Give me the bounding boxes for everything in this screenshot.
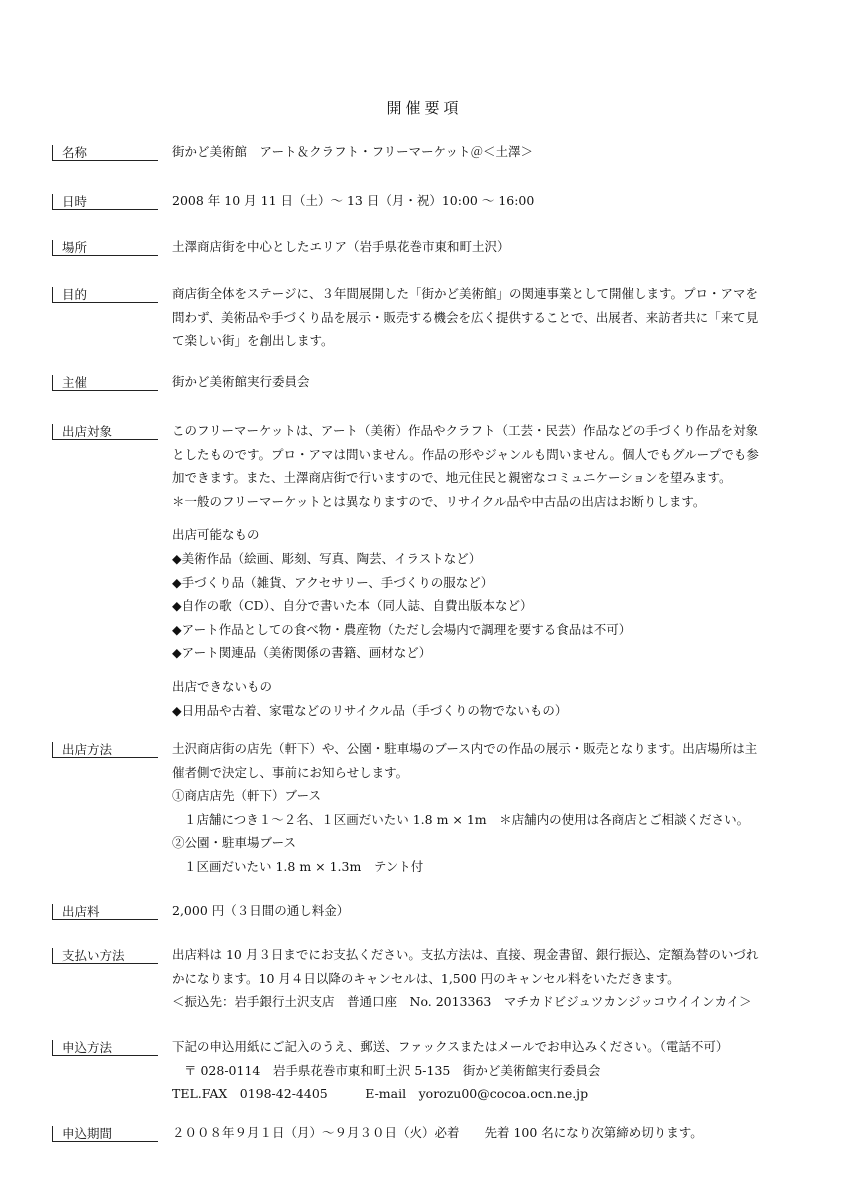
method-line: 土沢商店街の店先（軒下）や、公園・駐車場のブース内での作品の展示・販売となります。出店場所は主 [172, 741, 758, 756]
purpose-line: 商店街全体をステージに、３年間展開した「街かど美術館」の関連事業として開催します。プロ・アマを [172, 286, 759, 301]
possible-item: ◆美術作品（絵画、彫刻、写真、陶芸、イラストなど） [172, 550, 482, 566]
datetime-text: 2008 年 10 月 11 日（土）～ 13 日（月・祝）10:00 ～ 16:00 [172, 193, 535, 208]
label-target: 出店対象 [52, 424, 158, 440]
place-text: 土澤商店街を中心としたエリア（岩手県花巻市東和町土沢） [172, 239, 510, 254]
method-line: 催者側で決定し、事前にお知らせします。 [172, 764, 409, 780]
contact-info: TEL.FAX 0198-42-4405 E-mail yorozu00@cocoa.ocn.ne.jp [172, 1086, 589, 1102]
application-period-text: ２００８年９月１日（月）～９月３０日（火）必着 先着 100 名になり次第締め切ります。 [172, 1125, 703, 1140]
target-line: としたものです。プロ・アマは問いません。作品の形やジャンルも問いません。個人でもグループでも参 [172, 446, 759, 462]
possible-item: ◆アート作品としての食べ物・農産物（ただし会場内で調理を要する食品は不可） [172, 621, 632, 637]
label-application-method: 申込方法 [52, 1040, 158, 1056]
payment-account: ＜振込先：岩手銀行土沢支店 普通口座 No. 2013363 マチカドビジュツカンジッコウイインカイ＞ [172, 994, 752, 1010]
method-option: ②公園・駐車場ブース [172, 835, 297, 851]
method-option: ①商店店先（軒下）ブース [172, 788, 322, 804]
impossible-item: ◆日用品や古着、家電などのリサイクル品（手づくりの物でないもの） [172, 702, 568, 718]
purpose-line: て楽しい街」を創出します。 [172, 333, 334, 349]
possible-item: ◆手づくり品（雑貨、アクセサリー、手づくりの服など） [172, 574, 494, 590]
possible-heading: 出店可能なもの [172, 527, 260, 543]
payment-line: かになります。10 月４日以降のキャンセルは、1,500 円のキャンセル料をいただきます。 [172, 970, 680, 986]
target-note: ＊一般のフリーマーケットとは異なりますので、リサイクル品や中古品の出店はお断りします。 [172, 493, 706, 509]
organizer-text: 街かど美術館実行委員会 [172, 374, 310, 389]
fee-text: 2,000 円（３日間の通し料金） [172, 903, 350, 918]
method-option-detail: １区画だいたい 1.8 m × 1.3m テント付 [184, 858, 424, 874]
impossible-heading: 出店できないもの [172, 678, 273, 694]
page-title: 開催要項 [386, 99, 463, 117]
label-place: 場所 [52, 240, 158, 256]
payment-line: 出店料は 10 月３日までにお支払ください。支払方法は、直接、現金書留、銀行振込、定額為替のいづれ [172, 947, 759, 962]
label-payment: 支払い方法 [52, 948, 158, 964]
label-organizer: 主催 [52, 375, 158, 391]
possible-item: ◆アート関連品（美術関係の書籍、画材など） [172, 645, 432, 661]
application-line: 下記の申込用紙にご記入のうえ、郵送、ファックスまたはメールでお申込みください。（電話不可） [172, 1039, 729, 1054]
target-line: このフリーマーケットは、アート（美術）作品やクラフト（工芸・民芸）作品などの手づくり作品を対象 [172, 423, 759, 438]
label-application-period: 申込期間 [52, 1126, 158, 1142]
possible-item: ◆自作の歌（CD）、自分で書いた本（同人誌、自費出版本など） [172, 598, 533, 614]
purpose-line: 問わず、美術品や手づくり品を展示・販売する機会を広く提供することで、出展者、来訪者共に「来て見 [172, 309, 759, 325]
label-fee: 出店料 [52, 904, 158, 920]
target-line: 加できます。また、土澤商店街で行いますので、地元住民と親密なコミュニケーションを望みます。 [172, 470, 732, 486]
label-name: 名称 [52, 145, 158, 161]
postal-address: 〒 028-0114 岩手県花巻市東和町土沢 5-135 街かど美術館実行委員会 [184, 1062, 601, 1078]
label-method: 出店方法 [52, 742, 158, 758]
label-datetime: 日時 [52, 194, 158, 210]
method-option-detail: １店舗につき１～２名、１区画だいたい 1.8 m × 1m ＊店舗内の使用は各商店とご相談ください。 [184, 811, 750, 827]
name-text: 街かど美術館 アート＆クラフト・フリーマーケット＠＜土澤＞ [172, 144, 534, 159]
label-purpose: 目的 [52, 287, 158, 303]
